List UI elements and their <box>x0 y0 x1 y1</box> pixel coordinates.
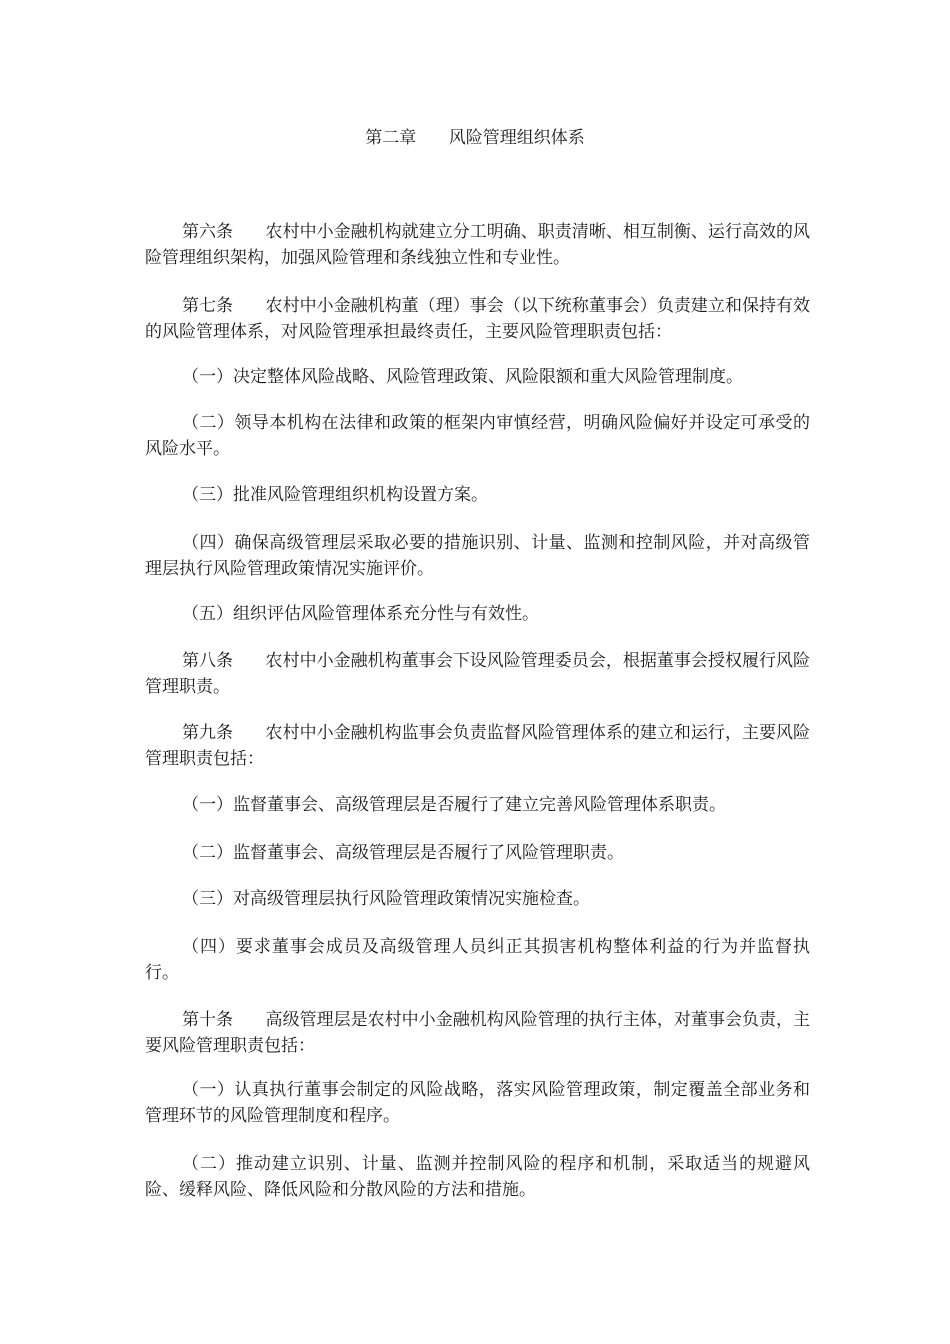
article-10-item-1: （一）认真执行董事会制定的风险战略，落实风险管理政策，制定覆盖全部业务和管理环节的风险管理制度和程序。 <box>145 1080 810 1126</box>
article-9-item-3: （三）对高级管理层执行风险管理政策情况实施检查。 <box>182 889 590 909</box>
article-7-item-1: （一）决定整体风险战略、风险管理政策、风险限额和重大风险管理制度。 <box>182 367 743 387</box>
article-10: 第十条 高级管理层是农村中小金融机构风险管理的执行主体，对董事会负责，主要风险管理职责包括： <box>145 1010 810 1056</box>
article-9: 第九条 农村中小金融机构监事会负责监督风险管理体系的建立和运行，主要风险管理职责包括： <box>145 723 810 769</box>
article-6: 第六条 农村中小金融机构就建立分工明确、职责清晰、相互制衡、运行高效的风险管理组织架构，加强风险管理和条线独立性和专业性。 <box>145 222 810 268</box>
article-7-item-2: （二）领导本机构在法律和政策的框架内审慎经营，明确风险偏好并设定可承受的风险水平。 <box>145 413 810 459</box>
article-9-item-1: （一）监督董事会、高级管理层是否履行了建立完善风险管理体系职责。 <box>182 795 726 815</box>
chapter-title: 第二章 风险管理组织体系 <box>365 128 585 148</box>
article-8: 第八条 农村中小金融机构董事会下设风险管理委员会，根据董事会授权履行风险管理职责。 <box>145 651 810 697</box>
article-7-item-3: （三）批准风险管理组织机构设置方案。 <box>182 485 488 505</box>
article-9-item-2: （二）监督董事会、高级管理层是否履行了风险管理职责。 <box>182 843 624 863</box>
article-10-item-2: （二）推动建立识别、计量、监测并控制风险的程序和机制，采取适当的规避风险、缓释风险、降低风险和分散风险的方法和措施。 <box>145 1154 810 1200</box>
article-7-item-5: （五）组织评估风险管理体系充分性与有效性。 <box>182 604 539 624</box>
article-7-item-4: （四）确保高级管理层采取必要的措施识别、计量、监测和控制风险，并对高级管理层执行风险管理政策情况实施评价。 <box>145 533 810 579</box>
article-9-item-4: （四）要求董事会成员及高级管理人员纠正其损害机构整体利益的行为并监督执行。 <box>145 937 810 983</box>
article-7: 第七条 农村中小金融机构董（理）事会（以下统称董事会）负责建立和保持有效的风险管理体系，对风险管理承担最终责任，主要风险管理职责包括： <box>145 296 810 342</box>
